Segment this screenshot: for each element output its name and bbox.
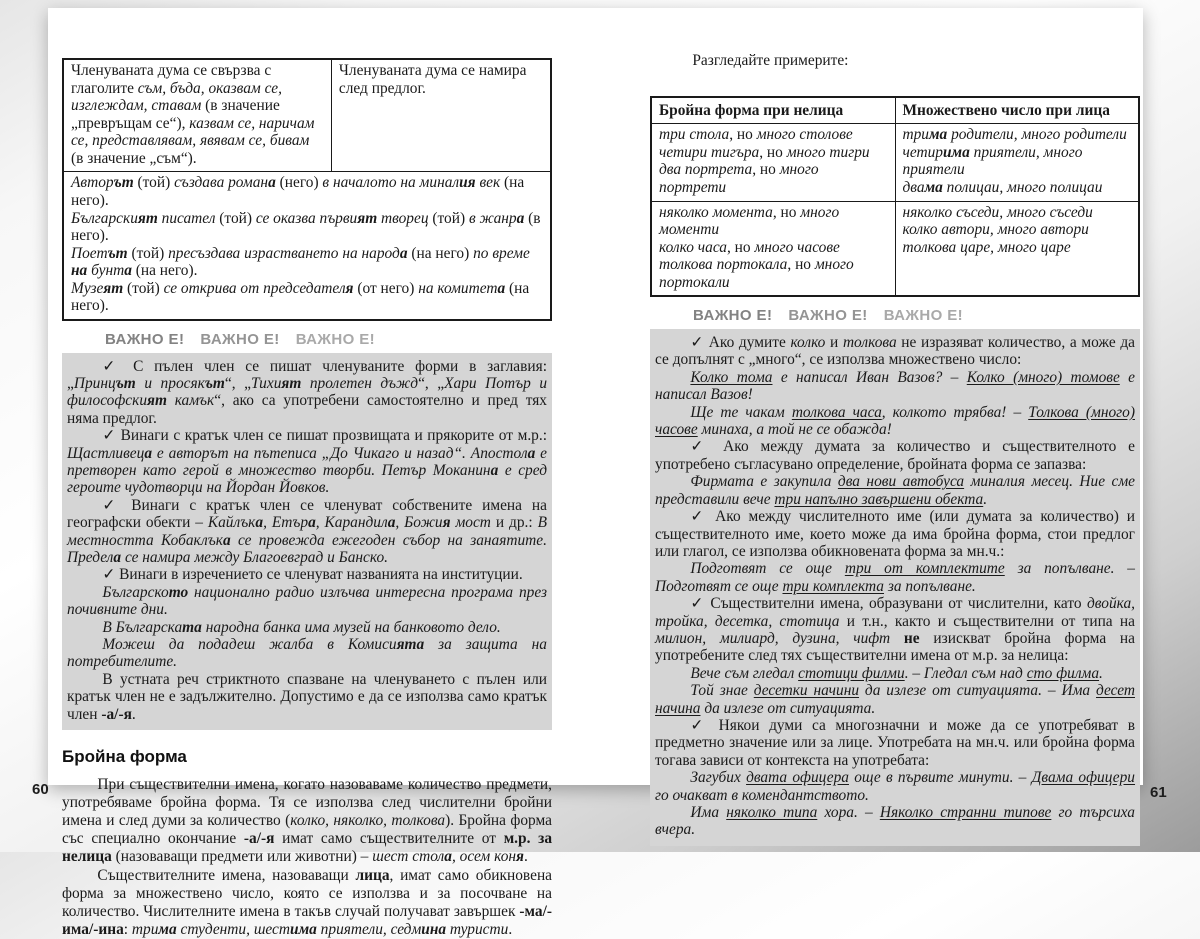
section-paragraphs	[62, 776, 552, 939]
important-label: ВАЖНО Е!	[105, 330, 185, 348]
text-line: Съществителните имена, назоваващи лица, имат само обикновена форма за множествено число, която се използва и за посочване на количество. Числителните имена в такъв случай получават завършек -ма/-има/-ина: трима студенти, шестима приятели, седмина туристи.	[62, 866, 553, 939]
page-number-60: 60	[32, 781, 49, 798]
table-row	[651, 124, 1139, 201]
text-line: Българското национално радио излъчва интересна програма през почивните дни.	[67, 583, 547, 619]
cell-persons-1: трима родители, много родители четирима приятели, много приятели двама полицаи, много полицаи	[895, 124, 1139, 201]
definition-table	[62, 58, 552, 321]
text-line: Има няколко типа хора. – Няколко странни типове го търсиха вчера.	[655, 804, 1136, 839]
important-label: ВАЖНО Е!	[883, 307, 964, 325]
column-header-nonpersons: Бройна форма при нелица	[651, 97, 895, 124]
text-line: Колко тома е написал Иван Вазов? – Колко (много) томове е написал Вазов!	[655, 368, 1135, 404]
page-number-61: 61	[1150, 784, 1167, 801]
text-line: Музеят (той) се открива от председателя (от него) на комитета (на него).	[71, 279, 530, 315]
text-line: Авторът (той) създава романа (него) в началото на миналия век (на него).	[71, 174, 525, 209]
column-header-persons: Множествено число при лица	[895, 97, 1139, 124]
important-box	[62, 353, 552, 731]
page-61	[650, 52, 1140, 846]
text-line: ✓ Съществителни имена, образувани от числителни, като двойка, тройка, десетка, стотица и т.н., както и съществителни от типа на милион, милиард, дузина, чифт не изискват бройна форма на употребените след тях съществителни имена от м.р. за нелица:	[655, 595, 1135, 665]
cell-preposition: Членуваната дума се намира след предлог.	[331, 59, 551, 172]
cell-verbs: Членуваната дума се свързва с глаголите съм, бъда, оказвам се, изглеждам, ставам (в значение „превръщам се“), казвам се, наричам се, представлявам, явявам се, бивам (в значение „съм“).	[63, 59, 331, 172]
important-box	[650, 329, 1140, 846]
important-heading	[693, 307, 1140, 325]
text-line: ✓ С пълен член се пишат членуваните форми в заглавия: „Принцът и просякът“, „Тихият пролетен дъжд“, „Хари Потър и философският камък“, ако са употребени самостоятелно и пред тях няма предлог.	[67, 357, 548, 427]
text-line: В устната реч стриктното спазване на членуването с пълен или кратък член не е задължително. Допустимо е да се използва само кратък член -а/-я.	[67, 670, 547, 723]
text-line: Българският писател (той) се оказва първият творец (той) в жанра (в него).	[71, 209, 541, 245]
cell-examples	[63, 172, 551, 320]
text-line: ✓ Винаги с кратък член се пишат прозвищата и прякорите от м.р.: Щастливеца е авторът на пътеписа „До Чикаго и назад“. Апостола е претворен като герой в множество творби. Петър Моканина е сред героите чудотворци на Йордан Йовков.	[67, 427, 547, 497]
text-line: Поетът (той) пресъздава израстването на народа (на него) по време на бунта (на него).	[71, 244, 530, 280]
examples-table	[650, 96, 1140, 298]
page-60	[62, 58, 552, 939]
text-line: При съществителни имена, когато назоваваме количество предмети, употребяваме бройна форма. Тя се използва след числителни бройни имена и след думи за количество (колко, няколко, толкова). Бройна форма със специално окончание -а/-я имат само съществителните от м.р. за нелица (назоваващи предмети или животни) – шест стола, осем коня.	[62, 775, 553, 866]
text-line: ✓ Някои думи са многозначни и може да се употребяват в предметно значение или за лице. Употребата на мн.ч. или бройна форма тогава зависи от контекста на употребата:	[655, 716, 1135, 769]
text-line: Ще те чакам толкова часа, колкото трябва! – Толкова (много) часове минаха, а той не се обажда!	[655, 403, 1135, 439]
text-line: Загубих двата офицера още в първите минути. – Двама офицери го очакват в комендантството.	[655, 769, 1136, 804]
important-label: ВАЖНО Е!	[200, 330, 280, 348]
important-heading	[105, 331, 552, 349]
text-line: ✓ Винаги с кратък член се членуват собствените имена на географски обекти – Кайлъка, Етъра, Карандила, Божия мост и др.: В местността Кобаклъка се провежда ежегоден събор на занаятите. Предела се намира между Благоевград и Банско.	[67, 496, 547, 567]
table-header-row	[651, 97, 1139, 124]
text-line: Подготвят се още три от комплектите за попълване. – Подготвят се още три комплекта за попълване.	[655, 560, 1136, 595]
table-row	[63, 59, 551, 172]
text-line: Фирмата е закупила два нови автобуса миналия месец. Ние сме представили вече три напълно завършени обекта.	[655, 473, 1135, 508]
examples-intro: Разгледайте примерите:	[692, 52, 849, 69]
text-line: ✓ Ако думите колко и толкова не изразяват количество, а може да се допълнят с „много“, се използва множествено число:	[655, 334, 1135, 369]
text-line: В Българската народна банка има музей на банковото дело.	[102, 618, 501, 636]
important-label: ВАЖНО Е!	[693, 307, 773, 325]
text-line: Той знае десетки начини да излезе от ситуацията. – Има десет начина да излезе от ситуацията.	[655, 682, 1135, 717]
cell-persons-2: няколко съседи, много съседи колко автори, много автори толкова царе, много царе	[895, 201, 1139, 296]
section-title: Бройна форма	[62, 747, 187, 767]
text-line: ✓ Ако между числителното име (или думата за количество) и съществителното име, което може да има бройна форма, стои предлог или глагол, се използва обикновената форма за мн.ч.:	[655, 508, 1135, 560]
table-row	[63, 172, 551, 320]
book-spread	[48, 8, 1143, 939]
text-line: ✓ Ако между думата за количество и съществителното е употребено съгласувано определение, бройната форма се запазва:	[655, 438, 1135, 473]
text-line: Можеш да подадеш жалба в Комисията за защита на потребителите.	[67, 636, 547, 671]
cell-nonpersons-1: три стола, но много столове четири тигъра, но много тигри два портрета, но много портрети	[651, 124, 895, 201]
table-row	[651, 201, 1139, 296]
cell-nonpersons-2: няколко момента, но много моменти колко часа, но много часове толкова портокала, но много портокали	[651, 201, 895, 296]
text-line: ✓ Винаги в изречението се членуват названията на институции.	[102, 566, 523, 584]
important-label: ВАЖНО Е!	[295, 330, 376, 348]
important-label: ВАЖНО Е!	[788, 307, 868, 325]
text-line: Вече съм гледал стотици филми. – Гледал съм над сто филма.	[690, 664, 1103, 682]
